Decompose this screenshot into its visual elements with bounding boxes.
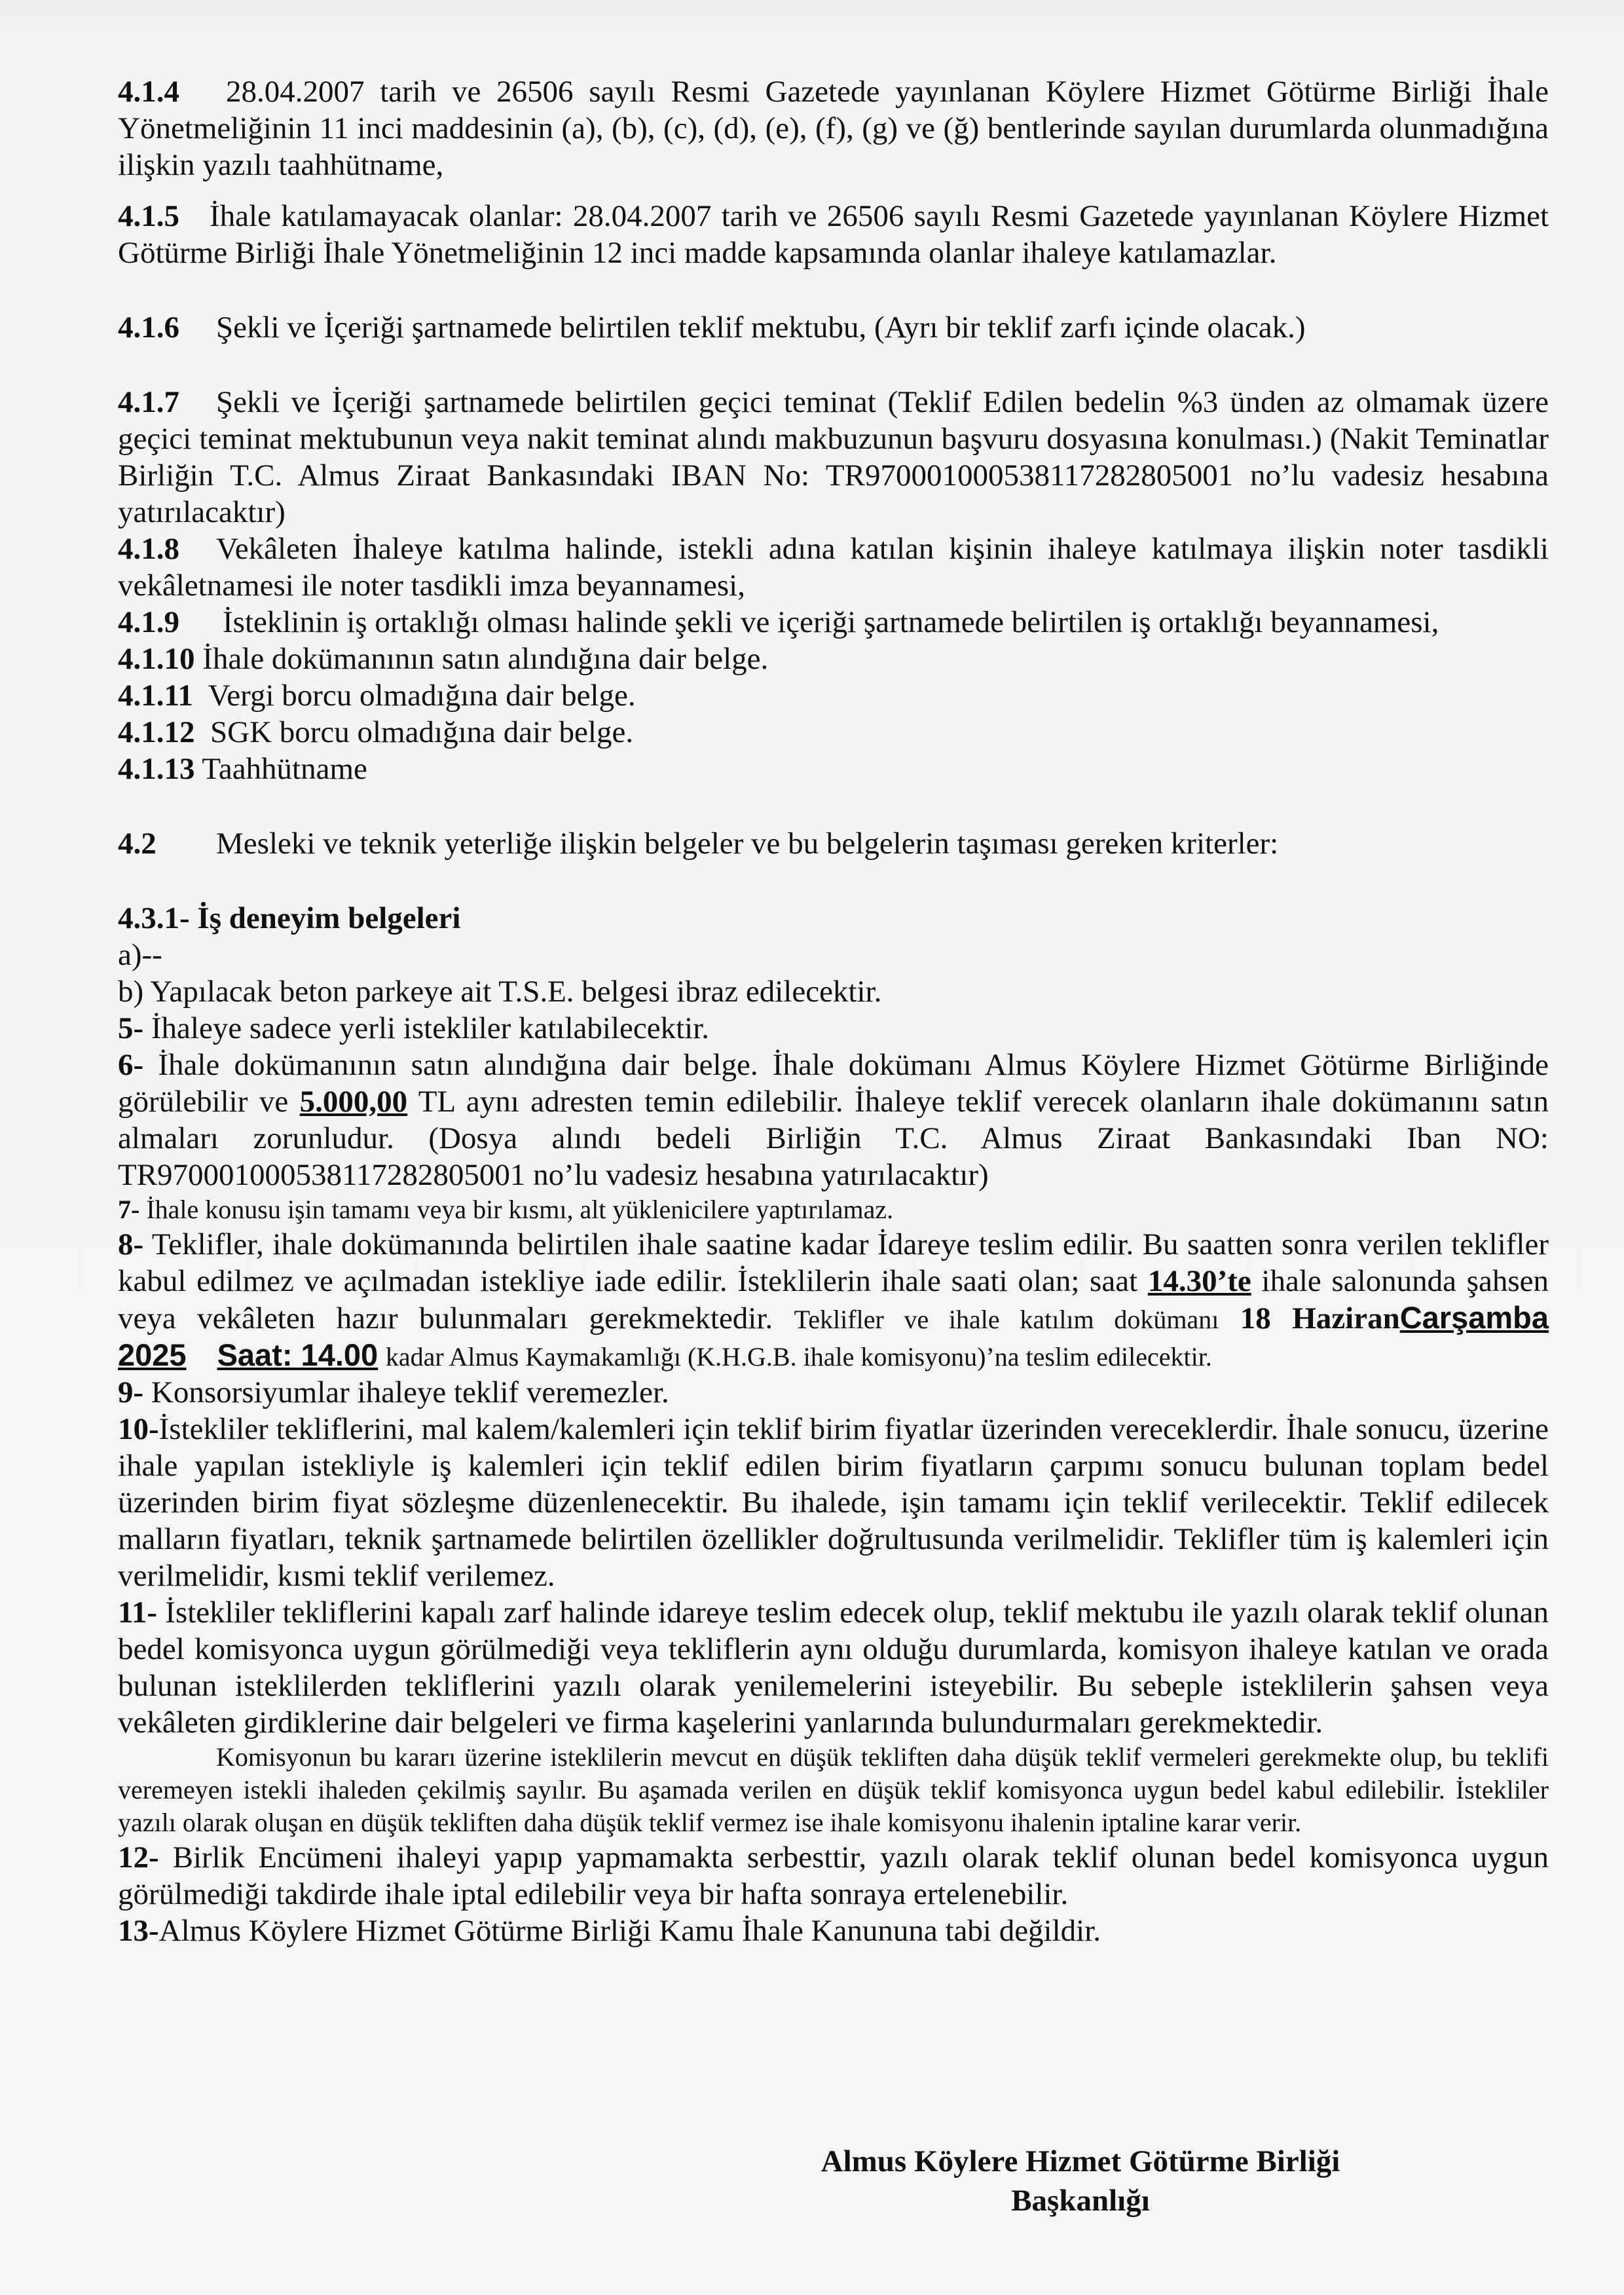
item-4-1-5 bbox=[118, 198, 1549, 271]
item-text: İhale konusu işin tamamı veya bir kısmı, alt yüklenicilere yaptırılamaz. bbox=[146, 1195, 894, 1224]
commission-note: Komisyonun bu kararı üzerine isteklilerin mevcut en düşük tekliften daha düşük teklif vermeleri gerekmekte olup, bu teklifi veremeyen istekli ihaleden çekilmiş sayılır. Bu aşamada verilen en düşük teklif komisyonca uygun bedel kabul edilebilir. İstekliler yazılı olarak oluşan en düşük tekliften daha düşük teklif vermez ise ihale komisyonu ihalenin iptaline karar verir. bbox=[118, 1742, 1549, 1837]
item-4-1-11 bbox=[118, 677, 1549, 714]
item-4-1-6 bbox=[118, 309, 1549, 346]
item-text: İstekliler tekliflerini kapalı zarf halinde idareye teslim edecek olup, teklif mektubu ile yazılı olarak teklif olunan bedel komisyonca uygun görülmediği veya tekliflerin aynı olduğu durumlarda, komisyon ihaleye katılan ve orada bulunan isteklilerden tekliflerini yazılı olarak yenilemelerini isteyebilir. Bu sebeple isteklilerin şahsen veya vekâleten girdiklerine dair belgeleri ve firma kaşelerini yanlarında bulundurmaları gerekmektedir. bbox=[118, 1595, 1549, 1740]
item-13 bbox=[118, 1912, 1549, 1949]
item-text: İhale katılamayacak olanlar: 28.04.2007 tarih ve 26506 sayılı Resmi Gazetede yayınlanan Köylere Hizmet Götürme Birliği İhale Yönetmeliğinin 12 inci madde kapsamında olanlar ihaleye katılamazlar. bbox=[118, 199, 1549, 270]
item-4-1-13 bbox=[118, 751, 1549, 787]
section-title-4-3-1: 4.3.1- İş deneyim belgeleri bbox=[118, 901, 461, 935]
item-4-1-9 bbox=[118, 604, 1549, 641]
item-number: 8- bbox=[118, 1227, 144, 1261]
item-number: 10- bbox=[118, 1412, 159, 1446]
item-4-1-7 bbox=[118, 384, 1549, 531]
item-text-continued: ihale salonunda şahsen veya vekâleten hazır bulunmaları gerekmektedir. bbox=[118, 1264, 1549, 1335]
item-a: a)-- bbox=[118, 938, 162, 972]
item-number: 4.1.9 bbox=[118, 605, 179, 639]
submission-location: kadar Almus Kaymakamlığı (K.H.G.B. ihale komisyonu)’na teslim edilecektir. bbox=[385, 1342, 1212, 1371]
item-text: SGK borcu olmadığına dair belge. bbox=[210, 715, 634, 749]
item-number: 12- bbox=[118, 1840, 159, 1875]
item-text: 28.04.2007 tarih ve 26506 sayılı Resmi Gazetede yayınlanan Köylere Hizmet Götürme Birliği İhale Yönetmeliğinin 11 inci maddesinin (a), (b), (c), (d), (e), (f), (g) ve (ğ) bentlerinde sayılan durumlarda olunmadığına ilişkin yazılı taahhütname, bbox=[118, 75, 1549, 182]
item-9 bbox=[118, 1374, 1549, 1411]
signature-block bbox=[786, 2142, 1375, 2220]
tender-time: 14.30’te bbox=[1147, 1264, 1251, 1298]
item-number: 4.1.5 bbox=[118, 199, 179, 233]
item-text: Vekâleten İhaleye katılma halinde, istekli adına katılan kişinin ihaleye katılmaya ilişkin noter tasdikli vekâletnamesi ile noter tasdikli imza beyannamesi, bbox=[118, 532, 1549, 603]
item-text: Teklifler, ihale dokümanında belirtilen ihale saatine kadar İdareye teslim edilir. Bu saatten sonra verilen teklifler kabul edilmez ve açılmadan istekliye iade edilir. İsteklilerin ihale saati olan; saat bbox=[118, 1227, 1549, 1298]
item-number: 4.1.13 bbox=[118, 752, 195, 786]
item-b: b) Yapılacak beton parkeye ait T.S.E. belgesi ibraz edilecektir. bbox=[118, 975, 882, 1009]
item-number: 4.1.7 bbox=[118, 385, 179, 419]
item-number: 7- bbox=[118, 1195, 140, 1224]
item-number: 5- bbox=[118, 1011, 144, 1045]
item-text: Taahhütname bbox=[202, 752, 367, 786]
document-price: 5.000,00 bbox=[299, 1085, 408, 1119]
item-4-1-10 bbox=[118, 641, 1549, 677]
item-number: 4.2 bbox=[118, 827, 157, 861]
item-number: 4.1.8 bbox=[118, 532, 179, 566]
item-8 bbox=[118, 1226, 1549, 1374]
item-text: Şekli ve İçeriği şartnamede belirtilen geçici teminat (Teklif Edilen bedelin %3 ünden az olmamak üzere geçici teminat mektubunun veya nakit teminat alındı makbuzunun başvuru dosyasına konulması.) (Nakit Teminatlar Birliğin T.C. Almus Ziraat Bankasındaki IBAN No: TR970001000538117282805001 no’lu vadesiz hesabına yatırılacaktır) bbox=[118, 385, 1549, 529]
item-number: 4.1.12 bbox=[118, 715, 195, 749]
signature-office: Başkanlığı bbox=[1011, 2184, 1150, 2218]
item-4-2 bbox=[118, 825, 1549, 862]
item-number: 9- bbox=[118, 1375, 144, 1409]
item-text: İhale dokümanının satın alındığına dair belge. bbox=[202, 642, 769, 676]
item-11 bbox=[118, 1594, 1549, 1741]
item-number: 4.1.6 bbox=[118, 310, 179, 345]
submission-date: 18 Haziran bbox=[1240, 1301, 1400, 1335]
document-body bbox=[118, 73, 1549, 1949]
item-text: Mesleki ve teknik yeterliğe ilişkin belgeler ve bu belgelerin taşıması gereken kriterler: bbox=[216, 827, 1279, 861]
item-4-1-8 bbox=[118, 531, 1549, 604]
item-10 bbox=[118, 1411, 1549, 1594]
submission-note: Teklifler ve ihale katılım dokümanı bbox=[794, 1305, 1219, 1334]
item-12 bbox=[118, 1839, 1549, 1912]
submission-hour: Saat: 14.00 bbox=[217, 1337, 378, 1372]
signature-institution: Almus Köylere Hizmet Götürme Birliği bbox=[821, 2144, 1340, 2178]
item-text-continued: TL aynı adresten temin edilebilir. İhaleye teklif verecek olanların ihale dokümanını satın almaları zorunludur. (Dosya alındı bedeli Birliğin T.C. Almus Ziraat Bankasındaki Iban NO: TR970001000538117282805001 no’lu vadesiz hesabına yatırılacaktır) bbox=[118, 1085, 1549, 1192]
item-text: İstekliler tekliflerini, mal kalem/kalemleri için teklif birim fiyatlar üzerinden vereceklerdir. İhale sonucu, üzerine ihale yapılan istekliyle iş kalemleri için teklif edilen birim fiyatların çarpımı sonucu bulunan toplam bedel üzerinden birim fiyat sözleşme düzenlenecektir. Bu ihalede, işin tamamı için teklif verilecektir. Teklif edilecek malların fiyatları, teknik şartnamede belirtilen özellikler doğrultusunda verilmelidir. Teklifler tüm iş kalemleri için verilmelidir, kısmi teklif verilemez. bbox=[118, 1412, 1549, 1593]
item-number: 13- bbox=[118, 1914, 159, 1948]
item-6 bbox=[118, 1047, 1549, 1193]
item-text: Vergi borcu olmadığına dair belge. bbox=[208, 679, 636, 713]
item-text: Konsorsiyumlar ihaleye teklif veremezler. bbox=[151, 1375, 669, 1409]
item-number: 4.1.11 bbox=[118, 679, 193, 713]
submission-day: Carşamba 2025 bbox=[118, 1300, 1549, 1372]
item-text: İhale dokümanının satın alındığına dair belge. İhale dokümanı Almus Köylere Hizmet Götürme Birliğinde görülebilir ve bbox=[118, 1048, 1549, 1119]
item-text: İsteklinin iş ortaklığı olması halinde şekli ve içeriği şartnamede belirtilen iş ortaklığı beyannamesi, bbox=[223, 605, 1439, 639]
item-number: 4.1.10 bbox=[118, 642, 195, 676]
item-text: Birlik Encümeni ihaleyi yapıp yapmamakta serbesttir, yazılı olarak teklif olunan bedel komisyonca uygun görülmediği takdirde ihale iptal edilebilir veya bir hafta sonraya ertelenebilir. bbox=[118, 1840, 1549, 1911]
item-number: 11- bbox=[118, 1595, 158, 1630]
item-4-1-12 bbox=[118, 714, 1549, 751]
item-text: Şekli ve İçeriği şartnamede belirtilen teklif mektubu, (Ayrı bir teklif zarfı içinde olacak.) bbox=[216, 310, 1306, 345]
item-text: İhaleye sadece yerli istekliler katılabilecektir. bbox=[151, 1011, 710, 1045]
item-7 bbox=[118, 1193, 1549, 1226]
item-number: 6- bbox=[118, 1048, 144, 1082]
item-text: Almus Köylere Hizmet Götürme Birliği Kamu İhale Kanununa tabi değildir. bbox=[158, 1914, 1101, 1948]
item-number: 4.1.4 bbox=[118, 75, 179, 109]
item-5 bbox=[118, 1010, 1549, 1047]
item-4-1-4 bbox=[118, 73, 1549, 183]
